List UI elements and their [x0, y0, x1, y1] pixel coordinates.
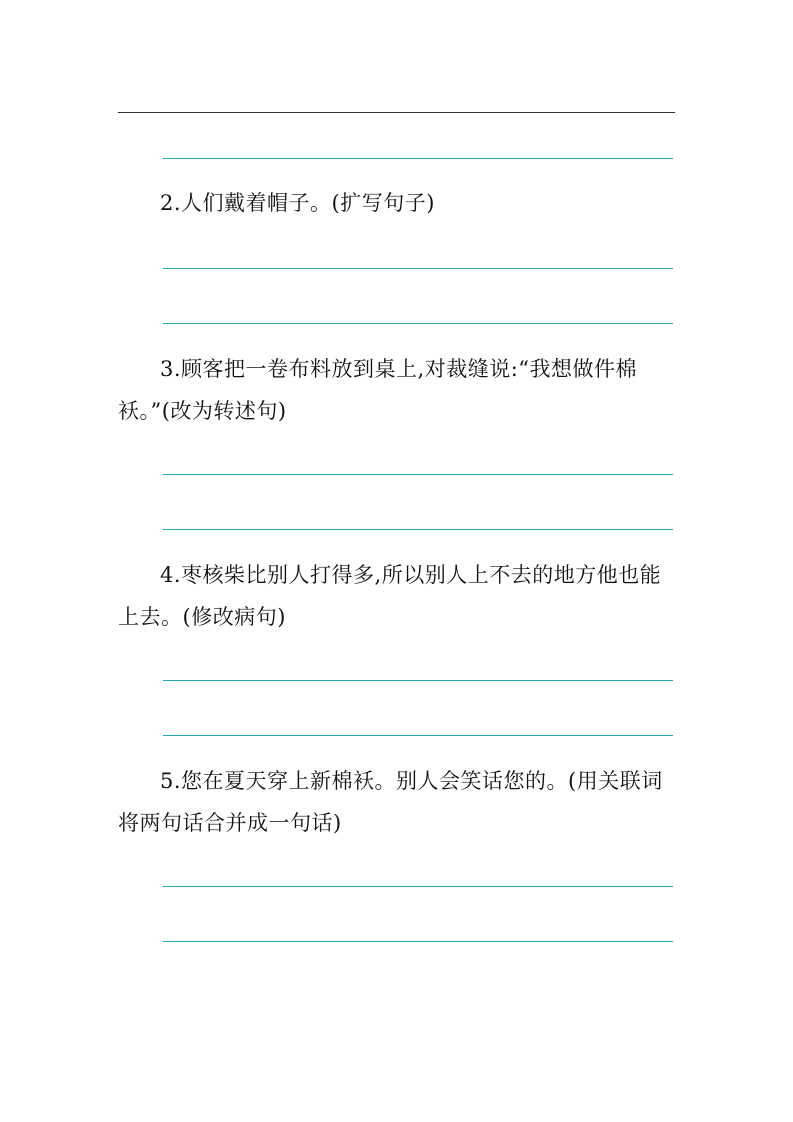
- answer-line-4-1[interactable]: [163, 680, 673, 681]
- answer-line-4-2[interactable]: [163, 735, 673, 736]
- answer-line-1-2[interactable]: [163, 158, 673, 159]
- answer-line-3-2[interactable]: [163, 529, 673, 530]
- question-4-text-line1: 4.枣核柴比别人打得多,所以别人上不去的地方他也能: [160, 563, 662, 587]
- question-5-text-line1: 5.您在夏天穿上新棉袄。别人会笑话您的。(用关联词: [160, 769, 663, 793]
- answer-line-2-2[interactable]: [163, 323, 673, 324]
- answer-line-2-1[interactable]: [163, 268, 673, 269]
- answer-line-3-1[interactable]: [163, 474, 673, 475]
- question-5-text-line2: 将两句话合并成一句话): [118, 811, 342, 835]
- answer-line-5-2[interactable]: [163, 941, 673, 942]
- question-3-text-line1: 3.顾客把一卷布料放到桌上,对裁缝说:“我想做件棉: [160, 357, 638, 381]
- question-2-text: 2.人们戴着帽子。(扩写句子): [160, 191, 435, 215]
- question-4-text-line2: 上去。(修改病句): [118, 605, 286, 629]
- question-3-text-line2: 袄。”(改为转述句): [118, 399, 287, 423]
- answer-line-5-1[interactable]: [163, 886, 673, 887]
- page-header-rule: [118, 112, 675, 113]
